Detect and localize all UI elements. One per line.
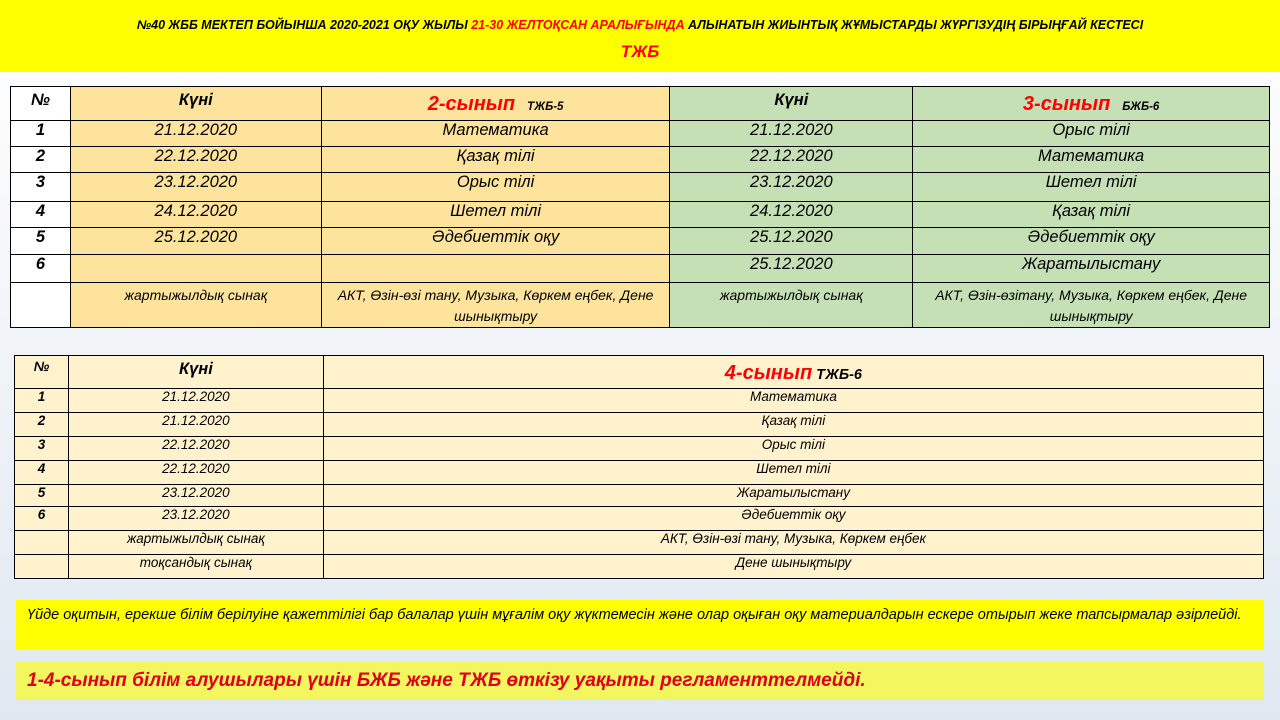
table-row — [11, 255, 1270, 283]
table-row — [11, 228, 1270, 255]
banner-title-part2: АЛЫНАТЫН ЖИЫНТЫҚ ЖҰМЫСТАРДЫ ЖҮРГІЗУДІҢ БІРЫҢҒАЙ КЕСТЕСІ — [684, 18, 1144, 32]
grade3-subtitle: БЖБ-6 — [1122, 101, 1160, 113]
table-footer-row — [15, 555, 1264, 579]
grade2-subject: Қазақ тілі — [321, 147, 670, 173]
row-num: 5 — [11, 228, 71, 255]
grade4-semester-subjects: АКТ, Өзін-өзі тану, Музыка, Көркем еңбек — [323, 531, 1263, 555]
grade2-subject: Математика — [321, 121, 670, 147]
row-num: 5 — [15, 485, 69, 507]
grade4-date: 23.12.2020 — [68, 485, 323, 507]
table-row — [11, 173, 1270, 202]
row-num-empty — [11, 283, 71, 328]
table-row — [15, 485, 1264, 507]
banner-title-part1: №40 ЖББ МЕКТЕП БОЙЫНША 2020-2021 ОҚУ ЖЫЛЫ — [136, 18, 472, 32]
grade3-subject: Жаратылыстану — [913, 255, 1270, 283]
grade4-date: 22.12.2020 — [68, 437, 323, 461]
regulation-note: 1-4-сынып білім алушылары үшін БЖБ және ТЖБ өткізу уақыты регламенттелмейді. — [16, 662, 1264, 700]
grade3-date: 25.12.2020 — [670, 255, 913, 283]
title-banner — [0, 0, 1280, 72]
table-row — [15, 507, 1264, 531]
grade3-semester-subjects: АКТ, Өзін-өзітану, Музыка, Көркем еңбек, Дене шынықтыру — [913, 283, 1270, 328]
grade2-date: 21.12.2020 — [70, 121, 321, 147]
grade2-date: 24.12.2020 — [70, 202, 321, 228]
header-day-grade4: Күні — [68, 356, 323, 389]
row-num: 4 — [11, 202, 71, 228]
grade4-subtitle: ТЖБ-6 — [816, 367, 862, 383]
row-num: 3 — [15, 437, 69, 461]
grade4-subject: Жаратылыстану — [323, 485, 1263, 507]
row-num: 1 — [11, 121, 71, 147]
banner-title — [0, 18, 1280, 32]
grade2-title: 2-сынып — [427, 93, 516, 115]
header-grade3 — [913, 87, 1270, 121]
grade3-title: 3-сынып — [1022, 93, 1111, 115]
grade4-subject: Әдебиеттік оқу — [323, 507, 1263, 531]
header-num: № — [11, 87, 71, 121]
row-num: 3 — [11, 173, 71, 202]
grade4-quarter-subjects: Дене шынықтыру — [323, 555, 1263, 579]
table-footer-row — [15, 531, 1264, 555]
grade2-date: 22.12.2020 — [70, 147, 321, 173]
header-grade2 — [321, 87, 670, 121]
table-header-row — [15, 356, 1264, 389]
table-row — [15, 437, 1264, 461]
grade4-quarter-label: тоқсандық сынақ — [68, 555, 323, 579]
table-row — [15, 389, 1264, 413]
row-num: 1 — [15, 389, 69, 413]
grade3-semester-label: жартыжылдық сынақ — [670, 283, 913, 328]
grade2-subject: Әдебиеттік оқу — [321, 228, 670, 255]
grade2-date: 23.12.2020 — [70, 173, 321, 202]
grade4-title: 4-сынып — [724, 362, 813, 384]
home-learning-note: Үйде оқитын, ерекше білім берілуіне қажеттілігі бар балалар үшін мұғалім оқу жүктемесін және олар оқыған оқу материалдарын ескере отырып жеке тапсырмалар әзірлейді. — [16, 600, 1264, 650]
grade2-semester-label: жартыжылдық сынақ — [70, 283, 321, 328]
table-footer-row — [11, 283, 1270, 328]
row-num: 2 — [11, 147, 71, 173]
grade2-date — [70, 255, 321, 283]
grade3-date: 21.12.2020 — [670, 121, 913, 147]
row-num: 6 — [11, 255, 71, 283]
header-day-grade2: Күні — [70, 87, 321, 121]
table-row — [11, 121, 1270, 147]
grade4-subject: Орыс тілі — [323, 437, 1263, 461]
table-row — [11, 202, 1270, 228]
row-num: 2 — [15, 413, 69, 437]
table-row — [15, 413, 1264, 437]
grade3-subject: Қазақ тілі — [913, 202, 1270, 228]
grade3-date: 22.12.2020 — [670, 147, 913, 173]
grade2-date: 25.12.2020 — [70, 228, 321, 255]
grade3-subject: Әдебиеттік оқу — [913, 228, 1270, 255]
grade2-subject: Шетел тілі — [321, 202, 670, 228]
grade4-date: 23.12.2020 — [68, 507, 323, 531]
grade4-subject: Қазақ тілі — [323, 413, 1263, 437]
schedule-table-grades-2-3 — [10, 86, 1270, 328]
banner-title-dates: 21-30 ЖЕЛТОҚСАН АРАЛЫҒЫНДА — [471, 18, 685, 32]
grade4-semester-label: жартыжылдық сынақ — [68, 531, 323, 555]
header-num: № — [15, 356, 69, 389]
grade4-date: 21.12.2020 — [68, 413, 323, 437]
table-header-row — [11, 87, 1270, 121]
grade4-subject: Математика — [323, 389, 1263, 413]
grade3-subject: Орыс тілі — [913, 121, 1270, 147]
row-num: 4 — [15, 461, 69, 485]
grade3-date: 24.12.2020 — [670, 202, 913, 228]
header-day-grade3: Күні — [670, 87, 913, 121]
table-row — [11, 147, 1270, 173]
grade4-date: 22.12.2020 — [68, 461, 323, 485]
grade3-date: 23.12.2020 — [670, 173, 913, 202]
row-num-empty — [15, 531, 69, 555]
grade2-subtitle: ТЖБ-5 — [527, 101, 564, 113]
grade2-semester-subjects: АКТ, Өзін-өзі тану, Музыка, Көркем еңбек, Дене шынықтыру — [321, 283, 670, 328]
row-num: 6 — [15, 507, 69, 531]
table-row — [15, 461, 1264, 485]
row-num-empty — [15, 555, 69, 579]
grade3-subject: Шетел тілі — [913, 173, 1270, 202]
grade2-subject — [321, 255, 670, 283]
grade3-subject: Математика — [913, 147, 1270, 173]
schedule-table-grade-4 — [14, 355, 1264, 579]
grade4-subject: Шетел тілі — [323, 461, 1263, 485]
header-grade4 — [323, 356, 1263, 389]
banner-subtitle: ТЖБ — [620, 42, 660, 61]
grade2-subject: Орыс тілі — [321, 173, 670, 202]
grade4-date: 21.12.2020 — [68, 389, 323, 413]
grade3-date: 25.12.2020 — [670, 228, 913, 255]
